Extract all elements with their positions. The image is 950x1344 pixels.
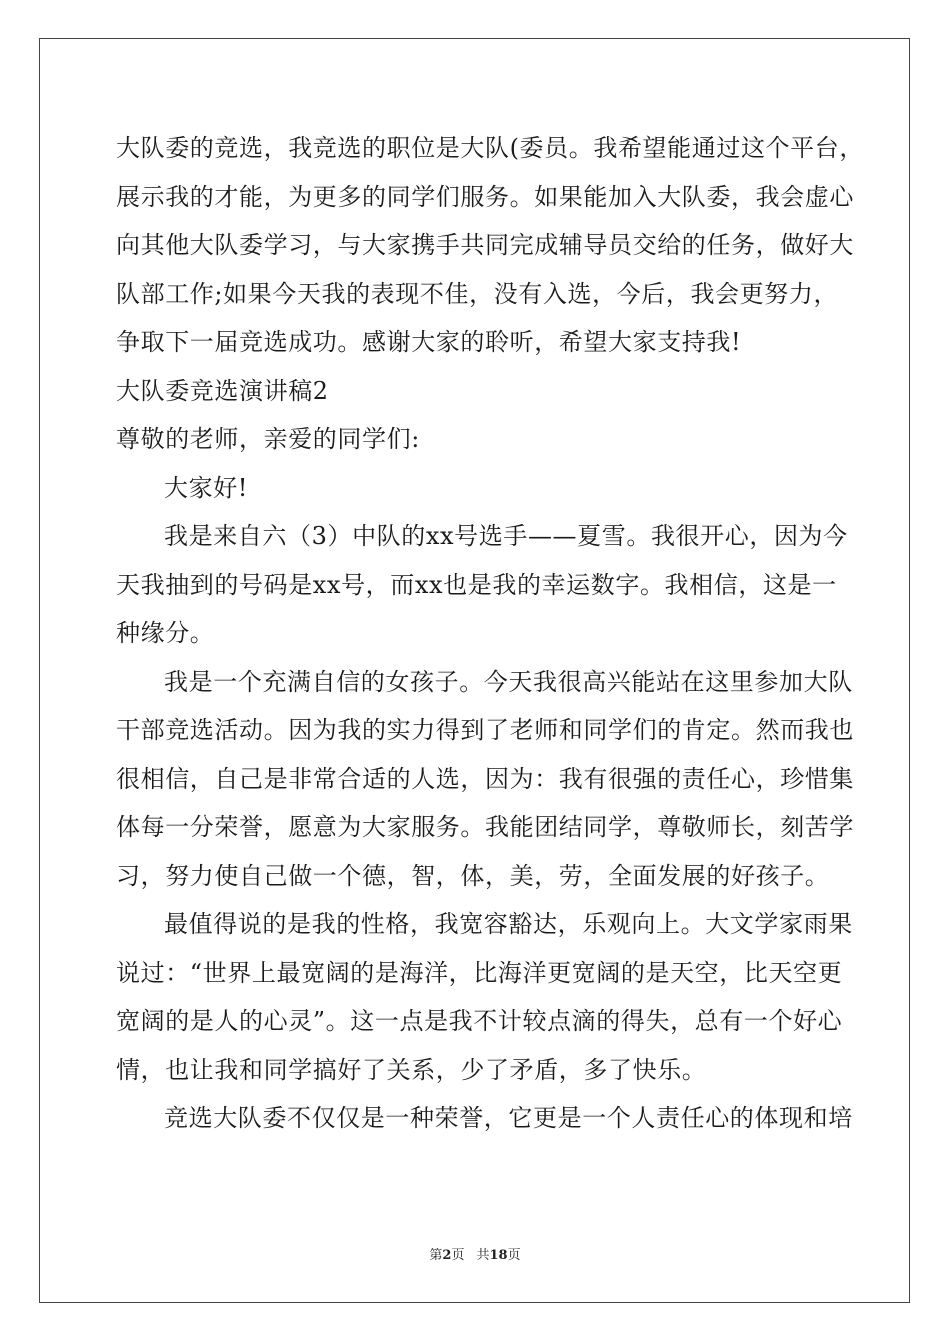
paragraph-line: 很相信，自己是非常合适的人选，因为：我有很强的责任心，珍惜集 <box>116 764 854 793</box>
paragraph-line: 竞选大队委不仅仅是一种荣誉，它更是一个人责任心的体现和培 <box>164 1104 853 1132</box>
document-body <box>116 124 864 1143</box>
page-footer <box>0 1246 950 1266</box>
paragraph-line: 展示我的才能，为更多的同学们服务。如果能加入大队委，我会虚心 <box>116 182 854 211</box>
paragraph-line: 习，努力使自己做一个德，智，体，美，劳，全面发展的好孩子。 <box>116 861 830 890</box>
paragraph-line: 向其他大队委学习，与大家携手共同完成辅导员交给的任务，做好大 <box>116 231 854 259</box>
footer-total-number: 18 <box>489 1248 508 1263</box>
paragraph-line: 争取下一届竞选成功。感谢大家的聆听，希望大家支持我! <box>116 328 742 356</box>
paragraph-line: 种缘分。 <box>116 619 215 647</box>
paragraph-line: 大队委竞选演讲稿2 <box>116 376 329 405</box>
paragraph-line: 尊敬的老师，亲爱的同学们: <box>116 425 420 453</box>
paragraph-line: 最值得说的是我的性格，我宽容豁达，乐观向上。大文学家雨果 <box>164 910 853 938</box>
footer-page-number: 2 <box>442 1248 452 1263</box>
paragraph-line: 体每一分荣誉，愿意为大家服务。我能团结同学，尊敬师长，刻苦学 <box>116 813 854 841</box>
paragraph-line: 说过：“世界上最宽阔的是海洋，比海洋更宽阔的是天空，比天空更 <box>116 958 843 987</box>
footer-total-suffix: 页 <box>507 1248 521 1263</box>
paragraph-line: 宽阔的是人的心灵”。这一点是我不计较点滴的得失，总有一个好心 <box>116 1007 843 1035</box>
footer-page-suffix: 页 <box>451 1248 465 1263</box>
paragraph-line: 队部工作;如果今天我的表现不佳，没有入选，今后，我会更努力， <box>116 279 839 308</box>
footer-total-prefix: 共 <box>476 1248 490 1263</box>
footer-page-prefix: 第 <box>429 1248 443 1263</box>
paragraph-line: 大家好! <box>164 473 249 502</box>
paragraph-line: 干部竞选活动。因为我的实力得到了老师和同学们的肯定。然而我也 <box>116 716 854 744</box>
paragraph-line: 大队委的竞选，我竞选的职位是大队(委员。我希望能通过这个平台， <box>116 134 864 162</box>
paragraph-line: 情，也让我和同学搞好了关系，少了矛盾，多了快乐。 <box>116 1055 707 1084</box>
paragraph-line: 天我抽到的号码是xx号，而xx也是我的幸运数字。我相信，这是一 <box>116 570 837 599</box>
paragraph-line: 我是一个充满自信的女孩子。今天我很高兴能站在这里参加大队 <box>164 667 853 696</box>
paragraph-line: 我是来自六（3）中队的xx号选手——夏雪。我很开心，因为今 <box>164 522 848 550</box>
